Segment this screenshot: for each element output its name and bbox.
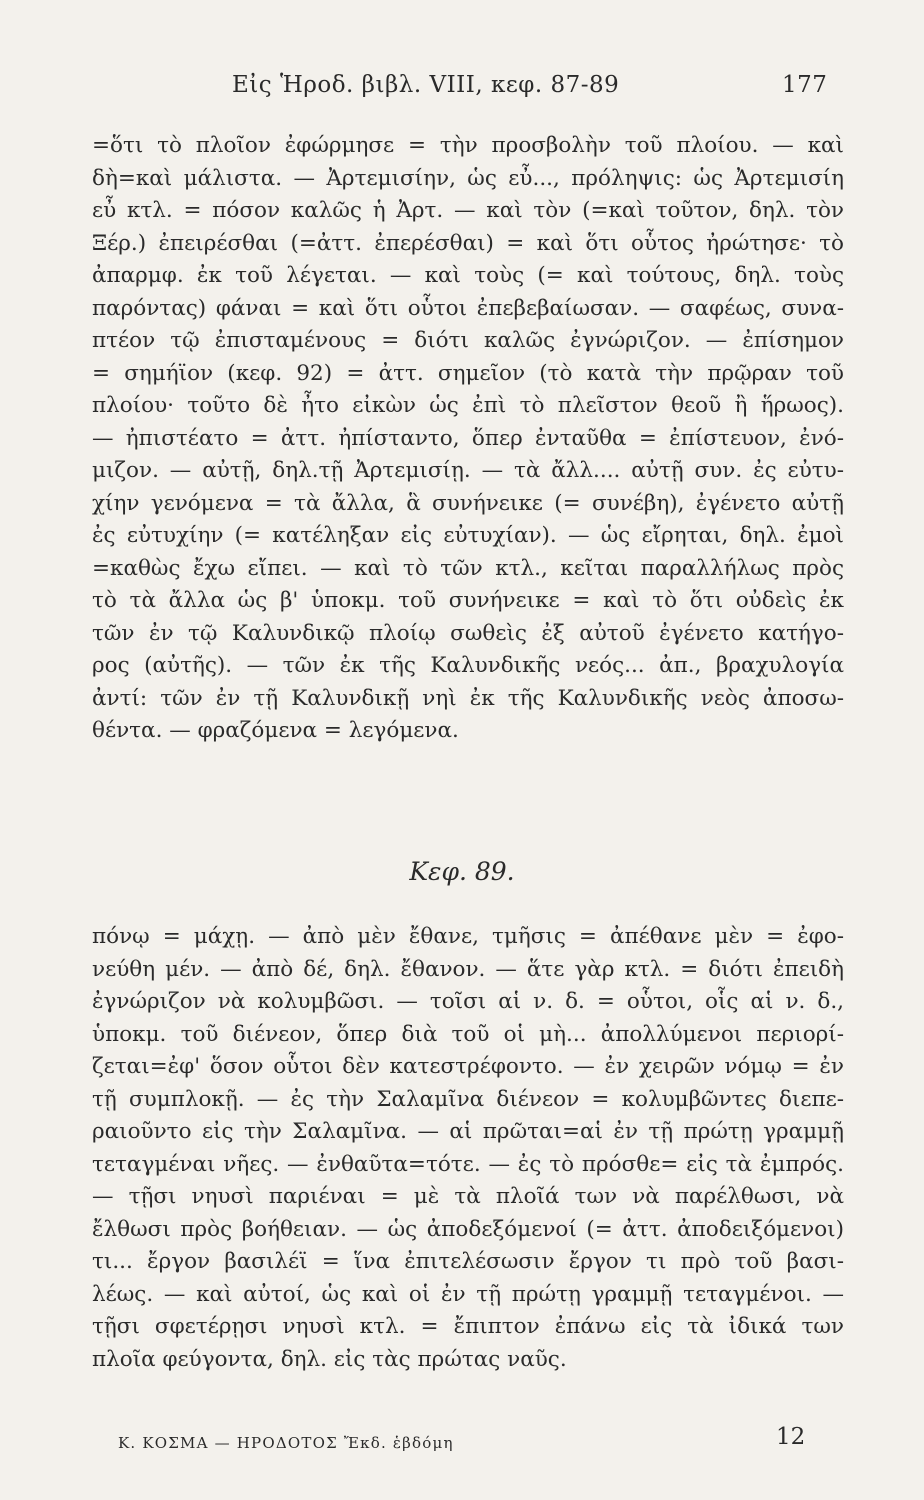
text-line: =ὅτι τὸ πλοῖον ἐφώρμησε = τὴν προσβολὴν τοῦ πλοίου. — καὶ bbox=[92, 133, 844, 158]
text-line: πλοίου· τοῦτο δὲ ἦτο εἰκὼν ὡς ἐπὶ τὸ πλεῖστον θεοῦ ἢ ἥρωος). bbox=[92, 393, 844, 418]
text-line: ὑποκμ. τοῦ διένεον, ὅπερ διὰ τοῦ οἱ μὴ... ἀπολλύμενοι περιορί- bbox=[92, 1021, 844, 1047]
text-line: τῇ συμπλοκῇ. — ἐς τὴν Σαλαμῖνα διένεον = κολυμβῶντες διεπε- bbox=[92, 1086, 844, 1112]
header-title: Εἰς Ἡροδ. βιβλ. VIII, κεφ. 87-89 bbox=[232, 72, 620, 98]
text-line: ἔλθωσι πρὸς βοήθειαν. — ὡς ἀποδεξόμενοί (= ἀττ. ἀποδειξόμενοι) bbox=[92, 1216, 844, 1242]
text-line: νεύθη μέν. — ἀπὸ δέ, δηλ. ἔθανον. — ἅτε γὰρ κτλ. = διότι ἐπειδὴ bbox=[92, 956, 844, 982]
text-line: ἐς εὐτυχίην (= κατέληξαν εἰς εὐτυχίαν). — ὡς εἴρηται, δηλ. ἐμοὶ bbox=[92, 523, 844, 548]
text-line: — τῇσι νηυσὶ παριέναι = μὲ τὰ πλοῖά των νὰ παρέλθωσι, νὰ bbox=[92, 1184, 844, 1209]
text-line: χίην γενόμενα = τὰ ἄλλα, ἃ συνήνεικε (= συνέβη), ἐγένετο αὐτῇ bbox=[92, 490, 844, 516]
text-line: λέως. — καὶ αὐτοί, ὡς καὶ οἱ ἐν τῇ πρώτῃ γραμμῇ τεταγμένοι. — bbox=[92, 1281, 844, 1307]
text-line: τῇσι σφετέρῃσι νηυσὶ κτλ. = ἔπιπτον ἐπάνω εἰς τὰ ἰδικά των bbox=[92, 1314, 844, 1339]
commentary-paragraph-2 bbox=[92, 921, 844, 1376]
commentary-paragraph-1 bbox=[92, 130, 844, 748]
printer-signature: Κ. ΚΟΣΜΑ — ΗΡΟΔΟΤΟΣ Ἔκδ. ἑβδόμη bbox=[118, 1434, 454, 1452]
page-footer bbox=[0, 1424, 924, 1464]
text-line: μιζον. — αὐτῇ, δηλ.τῇ Ἀρτεμισίῃ. — τὰ ἄλλ.... αὐτῇ συν. ἐς εὐτυ- bbox=[92, 458, 844, 483]
text-line: πόνῳ = μάχῃ. — ἀπὸ μὲν ἔθανε, τμῆσις = ἀπέθανε μὲν = ἐφο- bbox=[92, 924, 844, 949]
text-line: ἀντί: τῶν ἐν τῇ Καλυνδικῇ νηὶ ἐκ τῆς Καλυνδικῆς νεὸς ἀποσω- bbox=[92, 685, 844, 711]
text-line: Ξέρ.) ἐπειρέσθαι (=ἀττ. ἐπερέσθαι) = καὶ ὅτι οὗτος ἠρώτησε· τὸ bbox=[92, 230, 844, 256]
text-line: πτέον τῷ ἐπισταμένους = διότι καλῶς ἐγνώριζον. — ἐπίσημον bbox=[92, 328, 844, 353]
text-line: δὴ=καὶ μάλιστα. — Ἀρτεμισίην, ὡς εὖ..., πρόληψις: ὡς Ἀρτεμισίη bbox=[92, 165, 844, 191]
running-header bbox=[0, 72, 924, 112]
text-line: τὸ τὰ ἄλλα ὡς β' ὑποκμ. τοῦ συνήνεικε = καὶ τὸ ὅτι οὐδεὶς ἐκ bbox=[92, 588, 844, 613]
text-line: ραιοῦντο εἰς τὴν Σαλαμῖνα. — αἱ πρῶται=αἱ ἐν τῇ πρώτῃ γραμμῇ bbox=[92, 1119, 844, 1144]
sheet-number: 12 bbox=[776, 1424, 806, 1450]
section-heading: Κεφ. 89. bbox=[409, 857, 515, 886]
text-line: τῶν ἐν τῷ Καλυνδικῷ πλοίῳ σωθεὶς ἐξ αὐτοῦ ἐγένετο κατήγο- bbox=[92, 620, 844, 646]
text-line: = σημήϊον (κεφ. 92) = ἀττ. σημεῖον (τὸ κατὰ τὴν πρῷραν τοῦ bbox=[92, 360, 844, 386]
text-line: ζεται=ἐφ' ὅσον οὗτοι δὲν κατεστρέφοντο. — ἐν χειρῶν νόμῳ = ἐν bbox=[92, 1054, 844, 1079]
text-line: πλοῖα φεύγοντα, δηλ. εἰς τὰς πρώτας ναῦς. bbox=[92, 1346, 567, 1372]
text-line: τι... ἔργον βασιλέϊ = ἵνα ἐπιτελέσωσιν ἔργον τι πρὸ τοῦ βασι- bbox=[92, 1249, 844, 1274]
text-line: παρόντας) φάναι = καὶ ὅτι οὗτοι ἐπεβεβαίωσαν. — σαφέως, συνα- bbox=[92, 295, 844, 321]
text-line: =καθὼς ἔχω εἴπει. — καὶ τὸ τῶν κτλ., κεῖται παραλλήλως πρὸς bbox=[92, 555, 844, 581]
text-line: εὖ κτλ. = πόσον καλῶς ἡ Ἀρτ. — καὶ τὸν (=καὶ τοῦτον, δηλ. τὸν bbox=[92, 198, 844, 223]
page-number: 177 bbox=[782, 72, 828, 98]
text-line: ἐγνώριζον νὰ κολυμβῶσι. — τοῖσι αἱ ν. δ. = οὗτοι, οἷς αἱ ν. δ., bbox=[92, 989, 844, 1014]
text-line: ἀπαρμφ. ἐκ τοῦ λέγεται. — καὶ τοὺς (= καὶ τούτους, δηλ. τοὺς bbox=[92, 263, 844, 288]
text-line: θέντα. — φραζόμενα = λεγόμενα. bbox=[92, 718, 459, 743]
text-line: ρος (αὐτῆς). — τῶν ἐκ τῆς Καλυνδικῆς νεός... ἀπ., βραχυλογία bbox=[92, 653, 844, 678]
text-line: τεταγμέναι νῆες. — ἐνθαῦτα=τότε. — ἐς τὸ πρόσθε= εἰς τὰ ἐμπρός. bbox=[92, 1151, 844, 1177]
text-line: — ἠπιστέατο = ἀττ. ἠπίσταντο, ὅπερ ἐνταῦθα = ἐπίστευον, ἐνό- bbox=[92, 425, 844, 451]
